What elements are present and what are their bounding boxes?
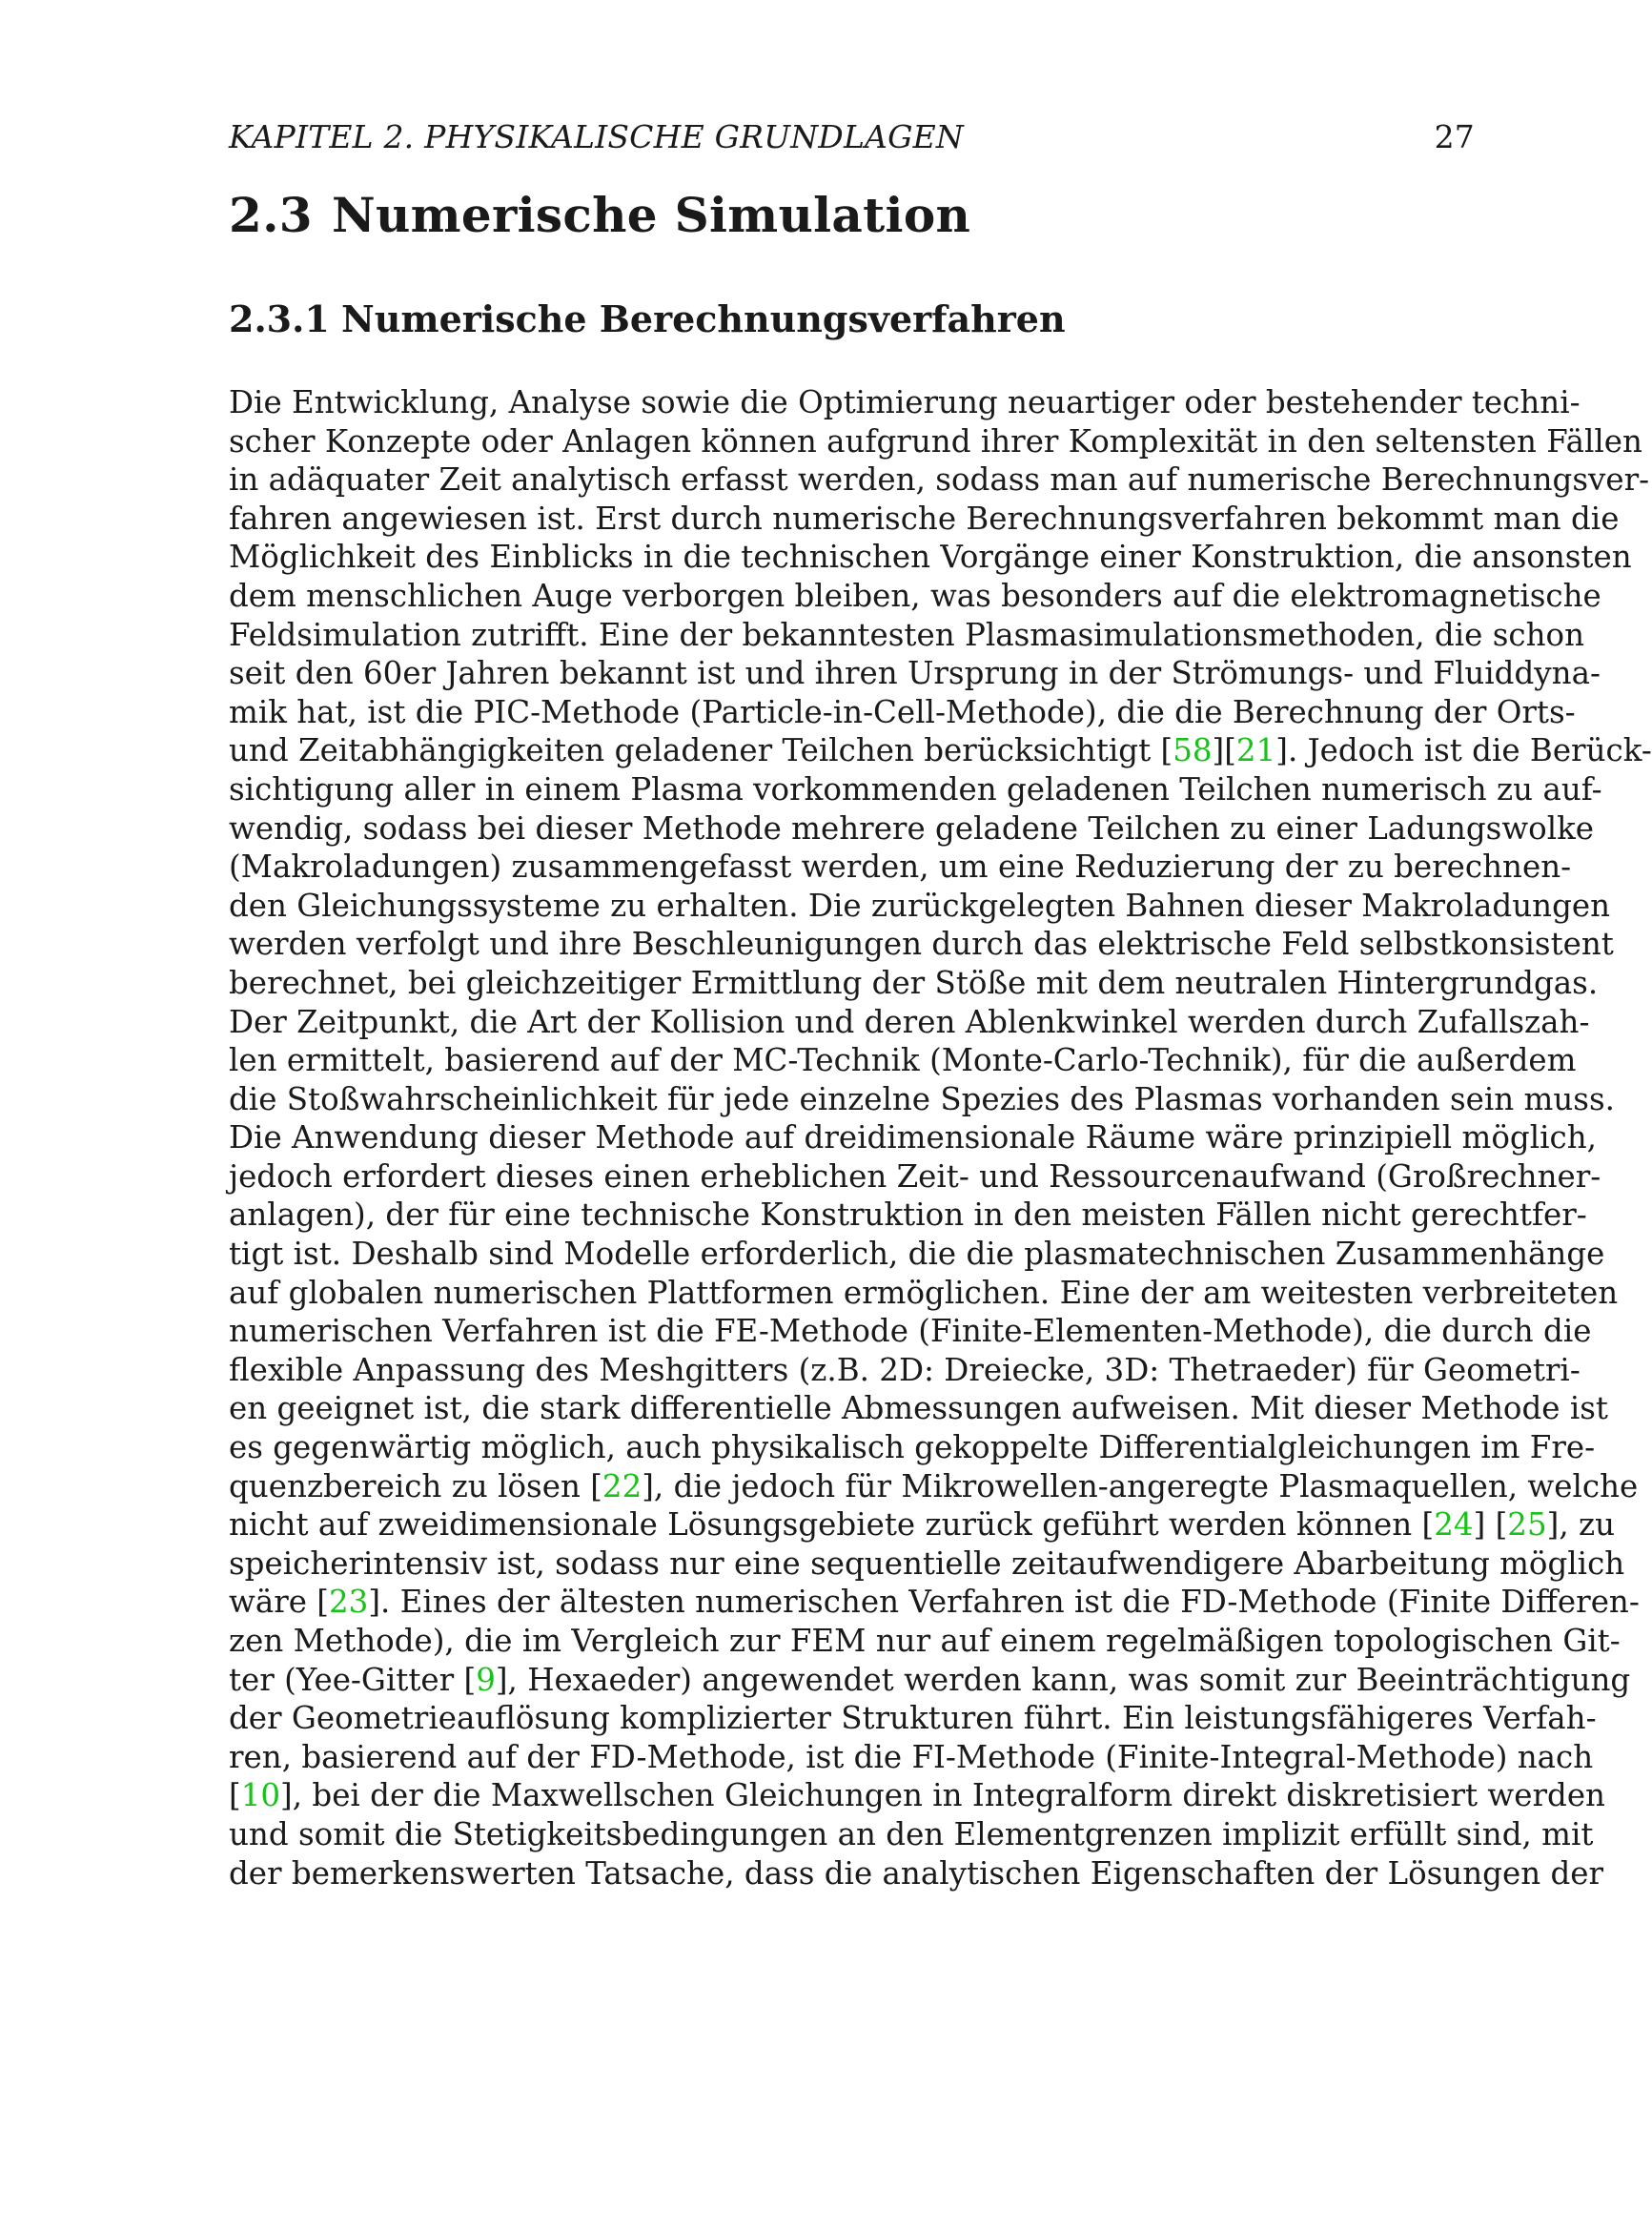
line-text: len ermittelt, basierend auf der MC-Technik (Monte-Carlo-Technik), für die außerdem (229, 1042, 1577, 1079)
line-text: der Geometrieauflösung komplizierter Strukturen führt. Ein leistungsfähigeres Verfah- (229, 1700, 1597, 1737)
text-line (229, 460, 1650, 500)
line-text: und somit die Stetigkeitsbedingungen an den Elementgrenzen implizit erfüllt sind, mit (229, 1815, 1594, 1852)
citation-link[interactable]: 25 (1507, 1506, 1547, 1544)
text-line (229, 1505, 1616, 1545)
page-number: 27 (1434, 118, 1475, 155)
line-text: jedoch erfordert dieses einen erheblichen Zeit- und Ressourcenaufwand (Großrechner- (229, 1157, 1601, 1195)
line-text: ] [ (1473, 1506, 1508, 1544)
citation-link[interactable]: 21 (1235, 732, 1276, 769)
text-line (229, 1196, 1587, 1235)
text-line (229, 1699, 1597, 1738)
text-line (229, 1622, 1621, 1661)
text-line (229, 1312, 1592, 1351)
line-text: scher Konzepte oder Anlagen können aufgrund ihrer Komplexität in den seltensten Fällen (229, 422, 1642, 460)
line-text: der bemerkenswerten Tatsache, dass die analytischen Eigenschaften der Lösungen der (229, 1854, 1604, 1892)
text-line (229, 1428, 1596, 1467)
text-line (229, 770, 1602, 809)
text-line (229, 1235, 1605, 1274)
line-text: nicht auf zweidimensionale Lösungsgebiete zurück geführt werden können [ (229, 1506, 1435, 1544)
text-line (229, 1080, 1615, 1119)
line-text: ], zu (1546, 1506, 1616, 1544)
text-line (229, 809, 1595, 849)
line-text: und Zeitabhängigkeiten geladener Teilchen berücksichtigt [ (229, 732, 1173, 769)
line-text: in adäquater Zeit analytisch erfasst werden, sodass man auf numerische Berechnungsver- (229, 461, 1650, 499)
text-line (229, 577, 1601, 616)
text-line (229, 1815, 1594, 1854)
citation-link[interactable]: 23 (328, 1584, 369, 1621)
text-line (229, 1776, 1605, 1815)
line-text: (Makroladungen) zusammengefasst werden, um eine Reduzierung der zu berechnen- (229, 849, 1572, 886)
text-line (229, 1738, 1594, 1777)
text-line (229, 616, 1585, 655)
line-text: ], bei der die Maxwellschen Gleichungen in Integralform direkt diskretisiert werden (280, 1777, 1605, 1814)
line-text: es gegenwärtig möglich, auch physikalisch gekoppelte Differentialgleichungen im Fre- (229, 1429, 1596, 1466)
text-line (229, 1467, 1639, 1506)
citation-link[interactable]: 22 (602, 1467, 642, 1504)
line-text: zen Methode), die im Vergleich zur FEM nur auf einem regelmäßigen topologischen Git- (229, 1623, 1621, 1659)
line-text: den Gleichungssysteme zu erhalten. Die zurückgelegten Bahnen dieser Makroladungen (229, 887, 1611, 924)
line-text: dem menschlichen Auge verborgen bleiben, was besonders auf die elektromagnetische (229, 577, 1601, 614)
line-text: anlagen), der für eine technische Konstruktion in den meisten Fällen nicht gerechtfer- (229, 1197, 1587, 1234)
line-text: fahren angewiesen ist. Erst durch numerische Berechnungsverfahren bekommt man die (229, 500, 1620, 537)
text-line (229, 1274, 1619, 1313)
line-text: Die Entwicklung, Analyse sowie die Optimierung neuartiger oder bestehender techni- (229, 384, 1581, 420)
text-line (229, 538, 1632, 577)
line-text: werden verfolgt und ihre Beschleunigungen durch das elektrische Feld selbstkonsistent (229, 926, 1614, 963)
body-paragraph (229, 383, 1652, 1892)
chapter-heading: KAPITEL 2. PHYSIKALISCHE GRUNDLAGEN (229, 118, 965, 155)
line-text: seit den 60er Jahren bekannt ist und ihren Ursprung in der Strömungs- und Fluiddyna- (229, 655, 1601, 692)
text-line (229, 887, 1611, 926)
line-text: ][ (1212, 732, 1236, 769)
text-line (229, 1545, 1625, 1584)
line-text: speicherintensiv ist, sodass nur eine sequentielle zeitaufwendigere Abarbeitung möglich (229, 1545, 1625, 1582)
subsection-number: 2.3.1 (229, 297, 330, 340)
text-line (229, 1854, 1604, 1893)
line-text: mik hat, ist die PIC-Methode (Particle-in-Cell-Methode), die die Berechnung der Orts- (229, 693, 1576, 730)
line-text: ], die jedoch für Mikrowellen-angeregte Plasmaquellen, welche (642, 1467, 1639, 1504)
line-text: auf globalen numerischen Plattformen ermöglichen. Eine der am weitesten verbreiteten (229, 1274, 1619, 1311)
text-line (229, 1351, 1581, 1390)
line-text: Die Anwendung dieser Methode auf dreidimensionale Räume wäre prinzipiell möglich, (229, 1119, 1597, 1156)
line-text: flexible Anpassung des Meshgitters (z.B. 2D: Dreiecke, 3D: Thetraeder) für Geometri- (229, 1351, 1581, 1388)
line-text: ter (Yee-Gitter [ (229, 1661, 477, 1698)
text-line (229, 500, 1620, 539)
line-text: ]. Jedoch ist die Berück- (1275, 732, 1652, 769)
text-line (229, 383, 1581, 422)
text-line (229, 1118, 1597, 1157)
text-line (229, 1583, 1640, 1622)
text-line (229, 731, 1652, 770)
citation-link[interactable]: 24 (1434, 1506, 1474, 1544)
line-text: en geeignet ist, die stark differentielle Abmessungen aufweisen. Mit dieser Methode ist (229, 1390, 1608, 1427)
running-header (229, 118, 1475, 156)
line-text: tigt ist. Deshalb sind Modelle erforderlich, die die plasmatechnischen Zusammenhänge (229, 1236, 1605, 1273)
text-line (229, 964, 1599, 1003)
text-line (229, 1389, 1608, 1428)
line-text: quenzbereich zu lösen [ (229, 1467, 602, 1504)
text-line (229, 925, 1614, 964)
text-line (229, 1661, 1631, 1700)
line-text: [ (229, 1777, 241, 1814)
subsection-heading (229, 297, 1066, 340)
line-text: Der Zeitpunkt, die Art der Kollision und deren Ablenkwinkel werden durch Zufallszah- (229, 1003, 1590, 1040)
citation-link[interactable]: 10 (240, 1777, 281, 1814)
text-line (229, 693, 1576, 732)
section-title: Numerische Simulation (332, 187, 971, 243)
line-text: wäre [ (229, 1584, 329, 1621)
line-text: die Stoßwahrscheinlichkeit für jede einzelne Spezies des Plasmas vorhanden sein muss. (229, 1080, 1615, 1117)
line-text: Feldsimulation zutrifft. Eine der bekanntesten Plasmasimulationsmethoden, die schon (229, 616, 1585, 653)
line-text: berechnet, bei gleichzeitiger Ermittlung der Stöße mit dem neutralen Hintergrundgas. (229, 964, 1599, 1001)
line-text: ], Hexaeder) angewendet werden kann, was somit zur Beeinträchtigung (495, 1661, 1631, 1698)
line-text: ]. Eines der ältesten numerischen Verfahren ist die FD-Methode (Finite Differen- (368, 1584, 1640, 1621)
subsection-title: Numerische Berechnungsverfahren (341, 297, 1066, 340)
line-text: wendig, sodass bei dieser Methode mehrere geladene Teilchen zu einer Ladungswolke (229, 809, 1595, 847)
section-number: 2.3 (229, 187, 313, 243)
text-line (229, 422, 1642, 461)
text-line (229, 1003, 1590, 1042)
citation-link[interactable]: 9 (476, 1661, 496, 1698)
text-line (229, 654, 1601, 693)
citation-link[interactable]: 58 (1173, 732, 1213, 769)
line-text: ren, basierend auf der FD-Methode, ist die FI-Methode (Finite-Integral-Methode) nach (229, 1738, 1594, 1775)
text-line (229, 1157, 1601, 1197)
text-line (229, 848, 1572, 887)
line-text: sichtigung aller in einem Plasma vorkommenden geladenen Teilchen numerisch zu auf- (229, 770, 1602, 808)
line-text: Möglichkeit des Einblicks in die technischen Vorgänge einer Konstruktion, die ansonsten (229, 539, 1632, 576)
section-heading (229, 187, 970, 243)
line-text: numerischen Verfahren ist die FE-Methode (Finite-Elementen-Methode), die durch die (229, 1313, 1592, 1350)
text-line (229, 1041, 1577, 1080)
